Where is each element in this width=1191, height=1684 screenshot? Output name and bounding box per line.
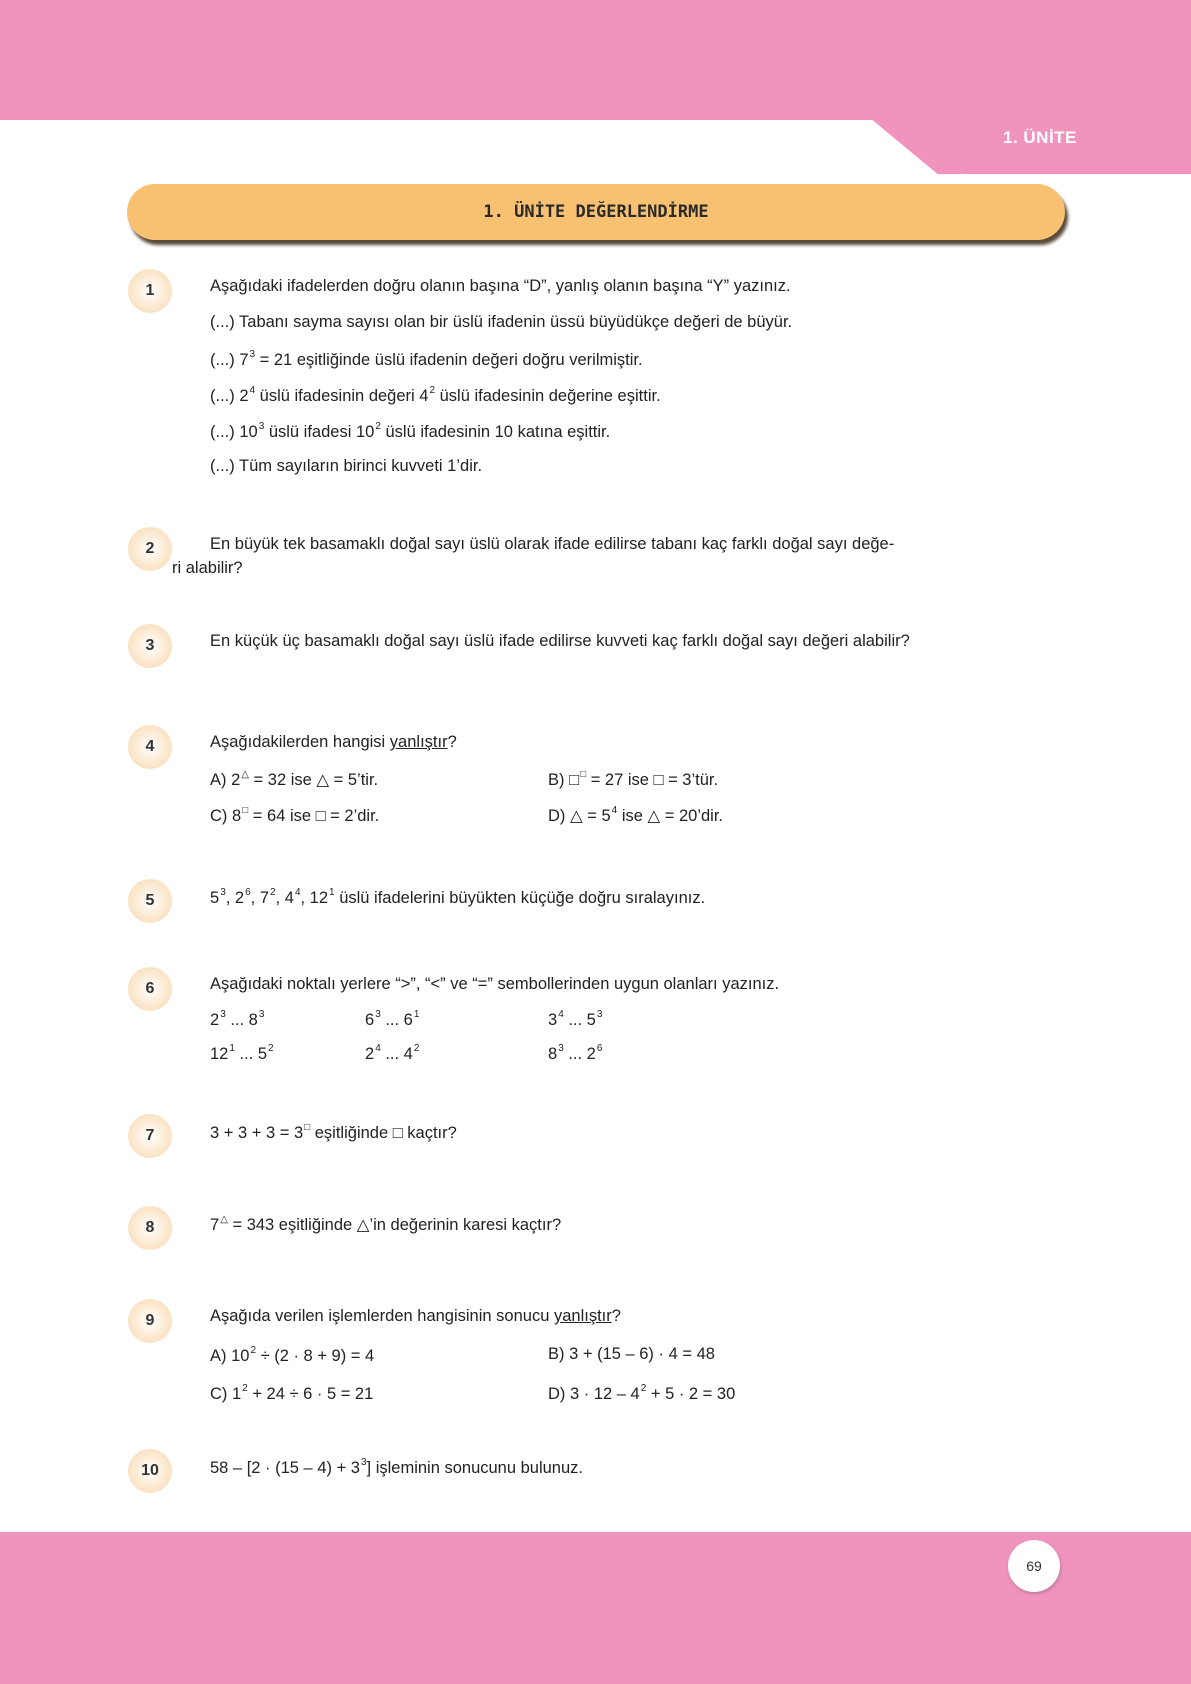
exponent: 3 (375, 1009, 381, 1020)
text-segment: 58 – [2 · (15 – 4) + 3 (210, 1459, 360, 1477)
question-line (172, 559, 243, 578)
question-number-badge: 9 (128, 1299, 172, 1343)
exponent: 4 (249, 385, 256, 396)
text-segment: ? (611, 1307, 621, 1325)
question-line (210, 313, 792, 332)
exponent: 3 (249, 349, 256, 360)
text-segment: , 12 (300, 889, 329, 907)
exponent: 6 (245, 887, 251, 898)
text-segment: D) 3 · 12 – 4 (548, 1385, 640, 1403)
text-segment: ... 5 (234, 1045, 268, 1063)
text-segment: ÷ (2 · 8 + 9) = 4 (256, 1347, 375, 1365)
top-band (0, 0, 1191, 120)
exponent: 4 (294, 887, 301, 898)
text-segment: yanlıştır (389, 733, 448, 751)
option (210, 1345, 374, 1366)
exponent: 2 (375, 421, 381, 432)
text-segment: En küçük üç basamaklı doğal sayı üslü ifade edilirse kuvveti kaç farklı doğal sayı değeri alabilir? (210, 632, 910, 650)
unit-label: 1. ÜNİTE (1003, 128, 1077, 147)
text-segment: üslü ifadesinin değerine eşittir. (435, 387, 661, 405)
exponent: 3 (360, 1457, 367, 1468)
question-number-badge: 6 (128, 967, 172, 1011)
option (365, 1009, 419, 1030)
option (548, 1043, 602, 1064)
text-segment: üslü ifadelerini büyükten küçüğe doğru sıralayınız. (334, 889, 706, 907)
text-segment: (...) 7 (210, 351, 249, 369)
text-segment: ? (447, 733, 457, 751)
question-line (210, 632, 910, 651)
exponent: 3 (220, 1009, 226, 1020)
question-number-badge: 10 (128, 1449, 172, 1493)
text-segment: En büyük tek basamaklı doğal sayı üslü olarak ifade edilirse tabanı kaç farklı doğal sayı değe- (210, 535, 895, 553)
question-number-badge: 5 (128, 879, 172, 923)
exponent: 3 (558, 1043, 564, 1054)
text-segment: 8 (548, 1045, 558, 1063)
option (548, 1383, 735, 1404)
text-segment: (...) 2 (210, 387, 249, 405)
question-line (210, 1122, 457, 1143)
exponent: 3 (258, 1009, 265, 1020)
question-line (210, 733, 457, 752)
text-segment: 3 + 3 + 3 = 3 (210, 1124, 304, 1142)
text-segment: 3 (548, 1011, 558, 1029)
exponent: 4 (375, 1043, 381, 1054)
text-segment: (...) 10 (210, 423, 258, 441)
text-segment: Aşağıdaki ifadelerden doğru olanın başına “D”, yanlış olanın başına “Y” yazınız. (210, 277, 791, 295)
exponent: △ (220, 1214, 228, 1225)
text-segment: 6 (365, 1011, 375, 1029)
text-segment: = 27 ise □ = 3’tür. (586, 771, 719, 789)
text-segment: eşitliğinde □ kaçtır? (310, 1124, 457, 1142)
exponent: 3 (258, 421, 265, 432)
exponent: 3 (220, 887, 226, 898)
exponent: □ (242, 805, 249, 816)
exponent: 2 (429, 385, 436, 396)
section-title-banner (127, 184, 1065, 240)
text-segment: A) 2 (210, 771, 241, 789)
text-segment: + 24 ÷ 6 · 5 = 21 (247, 1385, 374, 1403)
option (210, 805, 379, 826)
option (548, 1345, 715, 1364)
text-segment: B) 3 + (15 – 6) · 4 = 48 (548, 1345, 715, 1363)
text-segment: , 7 (250, 889, 270, 907)
page-title: 1. ÜNİTE DEĞERLENDİRME (483, 202, 709, 222)
text-segment: A) 10 (210, 1347, 250, 1365)
text-segment: B) □ (548, 771, 580, 789)
text-segment: ... 8 (225, 1011, 258, 1029)
exponent: 1 (413, 1009, 420, 1020)
exponent: 1 (229, 1043, 235, 1054)
option (210, 1043, 274, 1064)
exponent: □ (580, 769, 587, 780)
question-line (210, 457, 482, 476)
text-segment: (...) Tabanı sayma sayısı olan bir üslü ifadenin üssü büyüdükçe değeri de büyür. (210, 313, 793, 331)
text-segment: C) 8 (210, 807, 242, 825)
question-line (210, 1457, 583, 1478)
exponent: 6 (596, 1043, 603, 1054)
question-line (210, 349, 643, 370)
question-line (210, 887, 705, 908)
option (210, 1383, 373, 1404)
text-segment: = 21 eşitliğinde üslü ifadenin değeri doğru verilmiştir. (255, 351, 643, 369)
option (210, 769, 378, 790)
question-line (210, 975, 779, 994)
exponent: 2 (242, 1383, 248, 1394)
exponent: 4 (558, 1009, 564, 1020)
text-segment: Aşağıda verilen işlemlerden hangisinin sonucu (210, 1307, 554, 1325)
text-segment: (...) Tüm sayıların birinci kuvveti 1’dir. (210, 457, 483, 475)
exponent: 2 (270, 887, 276, 898)
question-number-badge: 2 (128, 527, 172, 571)
text-segment: 2 (365, 1045, 375, 1063)
text-segment: üslü ifadesi 10 (264, 423, 375, 441)
text-segment: 2 (210, 1011, 220, 1029)
text-segment: ] işleminin sonucunu bulunuz. (366, 1459, 583, 1477)
question-line (210, 1307, 621, 1326)
exponent: 2 (413, 1043, 420, 1054)
text-segment: + 5 · 2 = 30 (646, 1385, 736, 1403)
text-segment: = 32 ise △ = 5’tir. (248, 771, 379, 789)
text-segment: Aşağıdaki noktalı yerlere “>”, “<” ve “=” sembollerinden uygun olanları yazınız. (210, 975, 780, 993)
exponent: 2 (640, 1383, 647, 1394)
question-line (210, 385, 661, 406)
option (210, 1009, 264, 1030)
exponent: 1 (329, 887, 335, 898)
option (548, 769, 718, 790)
exponent: 3 (596, 1009, 603, 1020)
text-segment: 7 (210, 1216, 220, 1234)
text-segment: ise △ = 20’dir. (617, 807, 724, 825)
page-number: 69 (1008, 1540, 1060, 1592)
option (365, 1043, 419, 1064)
question-line (210, 1214, 561, 1235)
question-line (210, 277, 791, 296)
text-segment: = 343 eşitliğinde △’in değerinin karesi kaçtır? (227, 1216, 562, 1234)
text-segment: ... 6 (380, 1011, 413, 1029)
question-number-badge: 4 (128, 725, 172, 769)
exponent: △ (241, 769, 249, 780)
text-segment: = 64 ise □ = 2’dir. (248, 807, 380, 825)
text-segment: 12 (210, 1045, 229, 1063)
question-line (210, 535, 894, 554)
text-segment: yanlıştır (553, 1307, 612, 1325)
text-segment: ... 4 (380, 1045, 413, 1063)
exponent: □ (304, 1122, 311, 1133)
exponent: 2 (250, 1345, 256, 1356)
question-number-badge: 1 (128, 269, 172, 313)
question-number-badge: 3 (128, 624, 172, 668)
text-segment: Aşağıdakilerden hangisi (210, 733, 390, 751)
text-segment: C) 1 (210, 1385, 242, 1403)
question-line (210, 421, 610, 442)
exponent: 2 (268, 1043, 274, 1054)
question-number-badge: 7 (128, 1114, 172, 1158)
option (548, 805, 723, 826)
text-segment: ... 2 (563, 1045, 596, 1063)
text-segment: , 2 (225, 889, 245, 907)
text-segment: ... 5 (563, 1011, 596, 1029)
text-segment: üslü ifadesinin değeri 4 (255, 387, 429, 405)
text-segment: ri alabilir? (172, 559, 243, 577)
option (548, 1009, 602, 1030)
text-segment: üslü ifadesinin 10 katına eşittir. (380, 423, 611, 441)
text-segment: D) △ = 5 (548, 807, 611, 825)
text-segment: 5 (210, 889, 220, 907)
exponent: 4 (611, 805, 618, 816)
text-segment: , 4 (275, 889, 294, 907)
question-number-badge: 8 (128, 1206, 172, 1250)
